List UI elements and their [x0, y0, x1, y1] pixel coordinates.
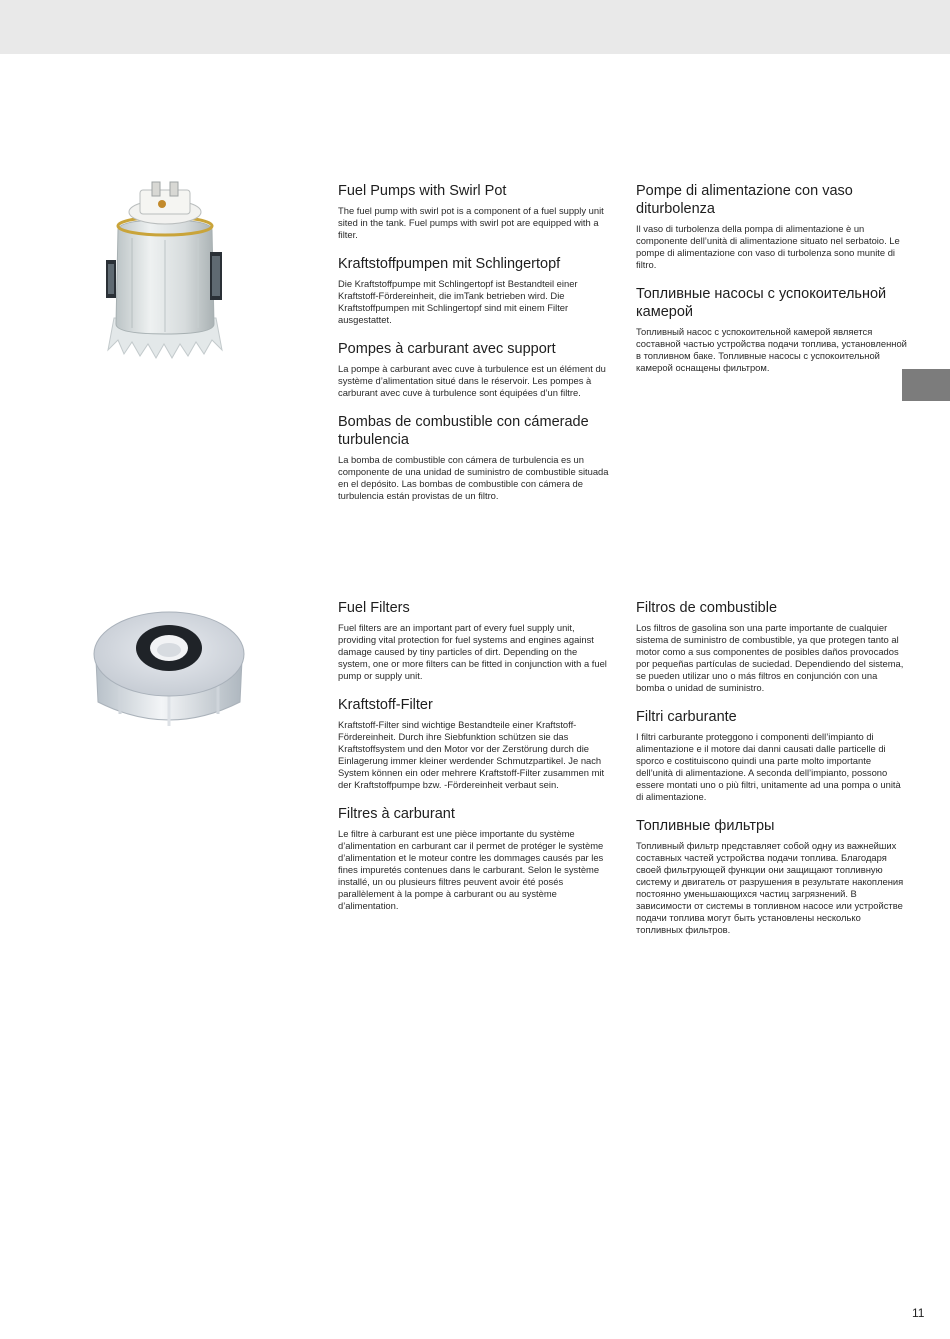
section-heading: Топливные фильтры [636, 818, 775, 834]
section-body: I filtri carburante proteggono i componenti dell’impianto di alimentazione e il motore dai danni causati dalle particelle di sporco e costituiscono quindi una parte molto importante dell’unità di alimentazione. A seconda dell’impianto, possono essere montati uno o più filtri, unitamente ad una pompa o unità di alimentazione. [636, 731, 901, 802]
section-body: La pompe à carburant avec cuve à turbulence est un élément du système d’alimentation situé dans le réservoir. Les pompes à carburant avec cuve à turbulence sont équipées d’un filtre. [338, 363, 606, 398]
fuel-pump-swirl-pot-image [100, 168, 230, 360]
section-body: La bomba de combustible con cámera de turbulencia es un componente de una unidad de suministro de combustible situada en el depósito. Las bombas de combustible con cámera de turbulencia están provistas de un filtro. [338, 454, 609, 501]
section-body: Fuel filters are an important part of every fuel supply unit, providing vital protection for fuel systems and engines against damage caused by tiny particles of dirt. Depending on the system, one or more filters can be fitted in conjunction with a fuel pump or supply unit. [338, 622, 607, 681]
fuel-filter-image [84, 598, 254, 748]
chapter-side-tab [902, 369, 950, 401]
text-section [338, 599, 610, 682]
swirl-pot-left-column [338, 182, 610, 516]
section-body: Kraftstoff-Filter sind wichtige Bestandteile einer Kraftstoff-Fördereinheit. Durch ihre Siebfunktion schützen sie das Kraftstoffsystem und den Motor vor der Zerstörung durch die Einlagerung immer kleiner werdender Schmutzpartikel. Je nach System können ein oder mehrere Kraftstoff-Filter zusammen mit der Kraftstoffpumpe bzw. -Fördereinheit verbaut sein. [338, 719, 605, 790]
section-body: Il vaso di turbolenza della pompa di alimentazione è un componente dell’unità di alimentazione situato nel serbatoio. Le pompe di alimentazione con vaso di turbolenza sono munite di filtro. [636, 223, 900, 270]
text-section [338, 255, 610, 326]
text-section [636, 708, 908, 803]
text-section [636, 817, 908, 936]
section-heading: Filtri carburante [636, 709, 737, 725]
text-section [636, 182, 908, 271]
text-section [338, 805, 610, 912]
section-body: Die Kraftstoffpumpe mit Schlingertopf ist Bestandteil einer Kraftstoff-Fördereinheit, die imTank betrieben wird. Die Kraftstoffpumpen mit Schlingertopf sind mit einem Filter ausgestattet. [338, 278, 578, 325]
swirl-pot-right-column [636, 182, 908, 388]
top-header-band [0, 0, 950, 54]
section-heading: Pompe di alimentazione con vaso diturbolenza [636, 183, 853, 217]
section-body: The fuel pump with swirl pot is a component of a fuel supply unit sited in the tank. Fuel pumps with swirl pot are equipped with a filter. [338, 205, 604, 240]
text-section [338, 696, 610, 791]
section-heading: Bombas de combustible con cámerade turbulencia [338, 414, 589, 448]
section-heading: Filtres à carburant [338, 806, 455, 822]
section-body: Los filtros de gasolina son una parte importante de cualquier sistema de suministro de combustible, ya que protegen tanto al motor como a sus componentes de posibles daños provocados por pequeñas partículas de suciedad. Dependiendo del sistema, se pueden utilizar uno o más filtros en conjunción con una bomba o unidad de suministro. [636, 622, 904, 693]
section-body: Топливный насос с успокоительной камерой является составной частью устройства подачи топлива, установленной в топливном баке. Топливные насосы с успокоительной камерой оснащены фильтром. [636, 326, 907, 373]
text-section [338, 340, 610, 399]
section-heading: Fuel Pumps with Swirl Pot [338, 183, 507, 199]
text-section [338, 413, 610, 502]
page-number: 11 [912, 1306, 925, 1320]
section-heading: Filtros de combustible [636, 600, 778, 616]
text-section [338, 182, 610, 241]
section-heading: Топливные насосы с успокоительной камерой [636, 286, 887, 320]
section-heading: Fuel Filters [338, 600, 410, 616]
section-heading: Kraftstoffpumpen mit Schlingertopf [338, 256, 561, 272]
section-body: Топливный фильтр представляет собой одну из важнейших составных частей устройства подачи топлива. Благодаря своей фильтрующей функции они защищают топливную систему и двигатель от разрушения в результате накопления постоянно уменьшающихся частиц загрязнений. В зависимости от системы в топливном насосе или устройстве подачи топлива могут быть установлены несколько топливных фильтров. [636, 840, 904, 935]
section-heading: Kraftstoff-Filter [338, 697, 433, 713]
filters-right-column [636, 599, 908, 950]
text-section [636, 285, 908, 374]
section-heading: Pompes à carburant avec support [338, 341, 556, 357]
section-body: Le filtre à carburant est une pièce importante du système d’alimentation en carburant car il permet de protéger le système d’alimentation et le moteur contre les dommages causés par les fines impuretés contenues dans le carburant. Selon le système installé, un ou plusieurs filtres peuvent avoir été posés parallèlement à la pompe à carburant ou au système d’alimentation. [338, 828, 604, 911]
filters-left-column [338, 599, 610, 926]
text-section [636, 599, 908, 694]
